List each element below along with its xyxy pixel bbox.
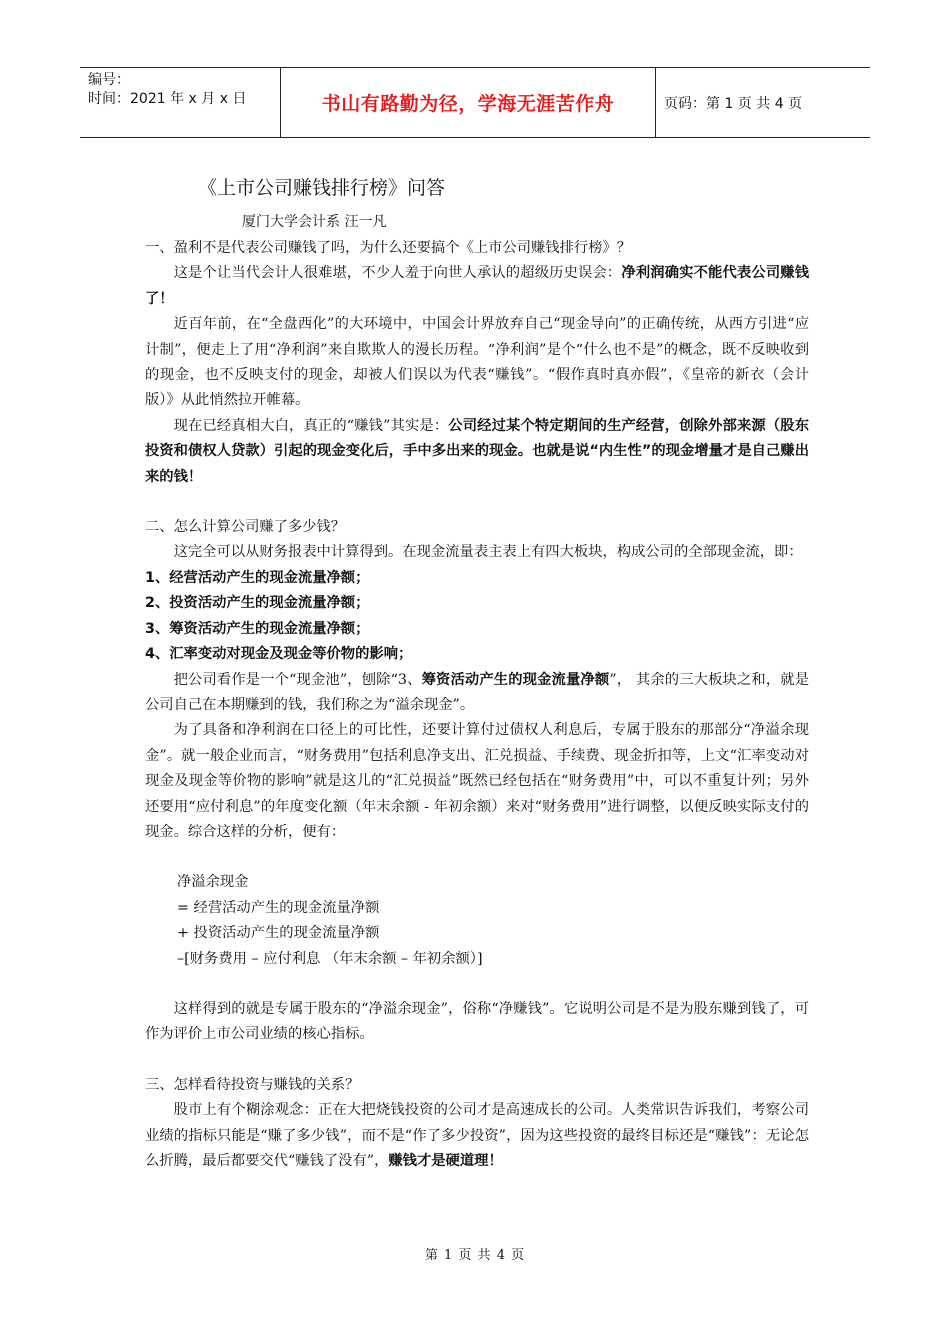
document-number: 编号： <box>88 72 130 88</box>
header-meta <box>80 68 280 137</box>
emphasis-text: 公司经过某个特定期间的生产经营，创除外部来源（股东投资和债权人贷款）引起的现金变化后，手中多出来的现金。也就是说“内生性”的现金增量才是自己赚出来的钱！ <box>145 417 809 485</box>
document-body <box>145 236 809 1174</box>
section-2-paragraph-1: 这完全可以从财务报表中计算得到。在现金流量表主表上有四大板块，构成公司的全部现金流，即： <box>173 544 803 561</box>
formula-line: + 投资活动产生的现金流量净额 <box>177 925 380 942</box>
page-footer: 第 1 页 共 4 页 <box>424 1248 526 1263</box>
section-2-paragraph-4: 这样得到的就是专属于股东的“净溢余现金”，俗称“净赚钱”。它说明公司是不是为股东赚到钱了，可作为评价上市公司业绩的核心指标。 <box>145 1000 809 1043</box>
spacer <box>145 1048 809 1073</box>
list-item: 2、投资活动产生的现金流量净额； <box>145 595 370 612</box>
list-item: 3、筹资活动产生的现金流量净额； <box>145 620 370 637</box>
section-3-paragraph-1 <box>145 1098 809 1174</box>
spacer <box>145 972 809 997</box>
emphasis-text: 赚钱才是硬道理！ <box>388 1153 503 1169</box>
header-page-info: 页码：第 1 页 共 4 页 <box>664 95 803 112</box>
section-2-heading: 二、怎么计算公司赚了多少钱？ <box>145 519 346 536</box>
document-author: 厦门大学会计系 汪一凡 <box>242 214 387 230</box>
section-3-heading: 三、怎样看待投资与赚钱的关系？ <box>145 1076 360 1093</box>
section-1-paragraph-3 <box>145 414 809 490</box>
formula-line: 净溢余现金 <box>177 874 249 891</box>
section-1-paragraph-2: 近百年前，在“全盘西化”的大环境中，中国会计界放弃自己“现金导向”的正确传统，从西方引进“应计制”，便走上了用“净利润”来自欺欺人的漫长历程。“净利润”是个“什么也不是”的概念，既不反映收到的现金，也不反映支付的现金，却被人们误以为代表“赚钱”。“假作真时真亦假”，《皇帝的新衣（会计版）》从此悄然拉开帷幕。 <box>145 316 809 409</box>
document-title: 《上市公司赚钱排行榜》问答 <box>198 177 446 199</box>
section-1-heading: 一、盈利不是代表公司赚钱了吗，为什么还要搞个《上市公司赚钱排行榜》？ <box>145 240 632 256</box>
formula-line: = 经营活动产生的现金流量净额 <box>177 899 380 916</box>
header-motto: 书山有路勤为径，学海无涯苦作舟 <box>280 68 656 137</box>
emphasis-text: 净利润确实不能代表公司赚钱了！ <box>145 265 810 307</box>
paragraph-text: 现在已经真相大白，真正的“赚钱”其实是： <box>173 417 449 434</box>
paragraph-text: 股市上有个糊涂观念：正在大把烧钱投资的公司才是高速成长的公司。人类常识告诉我们，考察公司业绩的指标只能是“赚了多少钱”，而不是“作了多少投资”，因为这些投资的最终目标还是“赚钱”：无论怎么折腾，最后都要交代“赚钱了没有”， <box>145 1102 809 1169</box>
section-2-paragraph-2 <box>145 668 809 719</box>
document-time: 时间：2021 年 x 月 x 日 <box>88 91 247 107</box>
paragraph-text: ”， 其余的三大板块之和，就是公司自己在本期赚到的钱，我们称之为“溢余现金”。 <box>145 671 809 713</box>
spacer <box>145 845 809 870</box>
paragraph-text: 这是个让当代会计人很难堪，不少人羞于向世人承认的超级历史误会： <box>173 265 622 282</box>
section-1-paragraph-1 <box>145 261 809 312</box>
list-item: 4、汇率变动对现金及现金等价物的影响； <box>145 646 413 663</box>
list-item: 1、经营活动产生的现金流量净额； <box>145 569 370 586</box>
formula-line: –[财务费用 – 应付利息 （年末余额 – 年初余额）] <box>177 950 483 967</box>
section-2-paragraph-3: 为了具备和净利润在口径上的可比性，还要计算付过债权人利息后，专属于股东的那部分“净溢余现金”。就一般企业而言，“财务费用”包括利息净支出、汇兑损益、手续费、现金折扣等，上文“汇率变动对现金及现金等价物的影响”就是这儿的“汇兑损益”既然已经包括在“财务费用”中，可以不重复计列；另外还要用“应付利息”的年度变化额（年末余额 - 年初余额）来对“财务费用”进行调整，以便反映实际支付的现金。综合这样的分析，便有： <box>145 722 809 840</box>
paragraph-text: 把公司看作是一个“现金池”，刨除“3、 <box>173 671 422 688</box>
emphasis-text: 筹资活动产生的现金流量净额 <box>421 671 610 688</box>
document-header <box>80 67 870 138</box>
spacer <box>145 490 809 515</box>
